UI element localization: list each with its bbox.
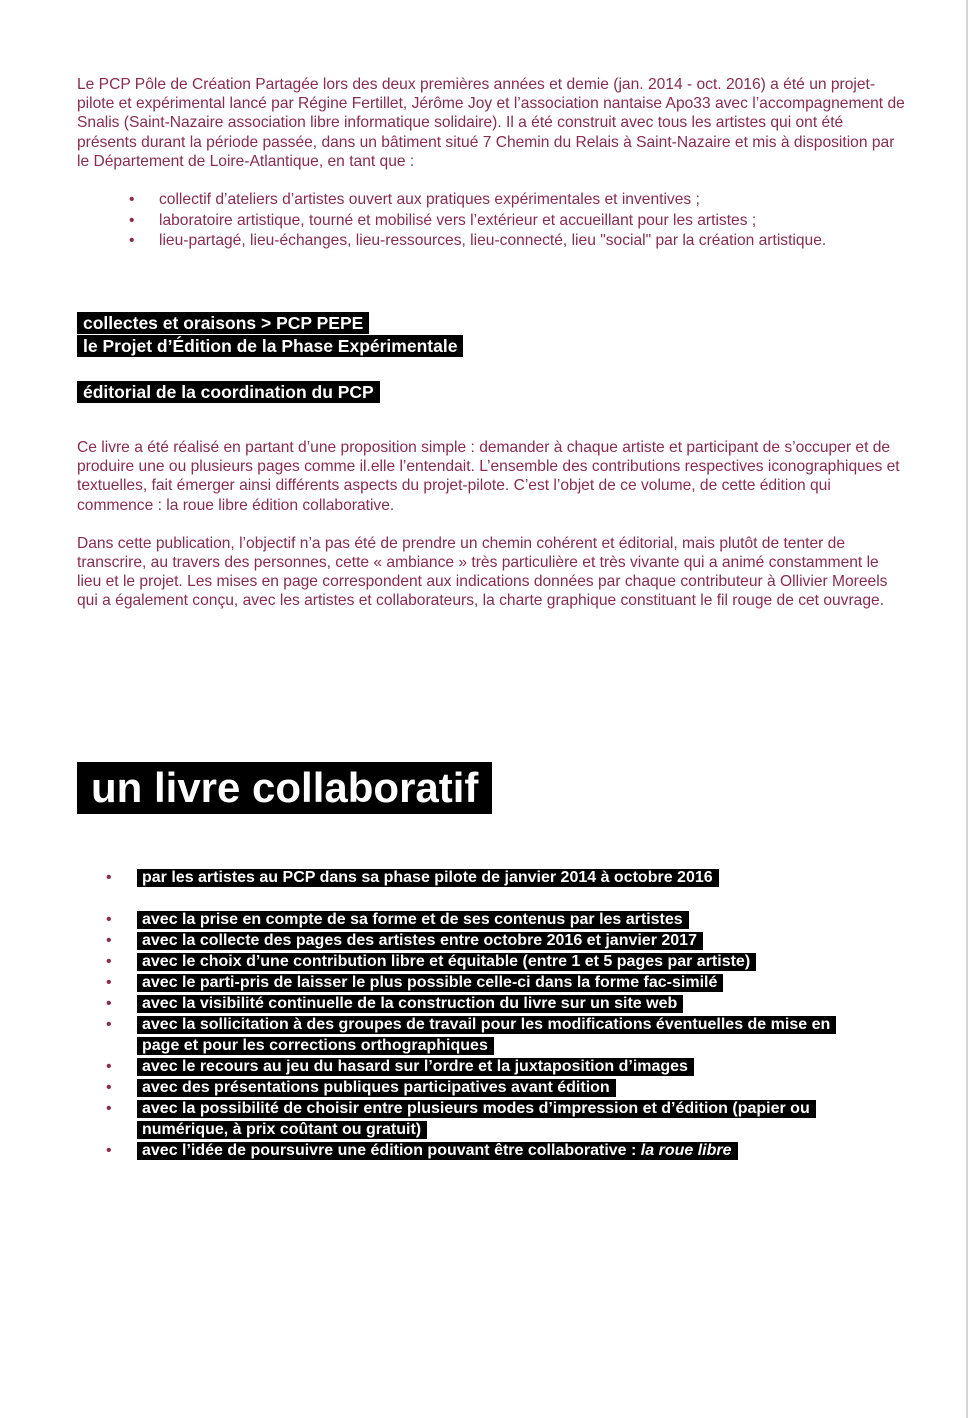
list-item-text: collectif d’ateliers d’artistes ouvert aux pratiques expérimentales et inventives ; — [159, 191, 700, 208]
heading-projet-edition: le Projet d’Édition de la Phase Expérimentale — [77, 335, 463, 357]
bullet-icon: • — [106, 932, 112, 949]
list-item — [106, 993, 866, 1014]
list-item-text: lieu-partagé, lieu-échanges, lieu-ressources, lieu-connecté, lieu "social" par la création artistique. — [159, 232, 827, 249]
heading-editorial: éditorial de la coordination du PCP — [77, 381, 380, 403]
list-item-text: avec la possibilité de choisir entre plusieurs modes d’impression et d’édition (papier ou numérique, à prix coûtant ou gratuit) — [137, 1100, 816, 1139]
bullet-icon: • — [106, 1079, 112, 1096]
la-roue-libre-italic: la roue libre — [640, 1142, 732, 1159]
bullet-icon: • — [106, 911, 112, 928]
bullet-icon: • — [106, 995, 112, 1012]
list-item-text: par les artistes au PCP dans sa phase pilote de janvier 2014 à octobre 2016 — [137, 869, 719, 887]
page-edge-divider — [966, 0, 968, 1418]
bullet-icon: • — [106, 974, 112, 991]
intro-bullet-list — [129, 190, 909, 252]
list-item — [106, 1098, 866, 1140]
bullet-icon: • — [106, 953, 112, 970]
list-item — [106, 867, 866, 888]
last-item-text: avec l’idée de poursuivre une édition pouvant être collaborative : — [142, 1142, 641, 1159]
bullet-icon: • — [106, 1142, 112, 1159]
section-headings — [77, 312, 463, 358]
list-item — [106, 1056, 866, 1077]
list-item — [106, 972, 866, 993]
editorial-body — [77, 438, 907, 630]
bullet-icon: • — [129, 232, 135, 249]
heading-collectes: collectes et oraisons > PCP PEPE — [77, 312, 369, 334]
intro-paragraph: Le PCP Pôle de Création Partagée lors des deux premières années et demie (jan. 2014 - oct. 2016) a été un projet-pilote et expérimental lancé par Régine Fertillet, Jérôme Joy et l’association nantaise Apo33 avec l’accompagnement de Snalis (Saint-Nazaire association libre informatique solidaire). Il a été construit avec tous les artistes qui ont été présents durant la période passée, dans un bâtiment situé 7 Chemin du Relais à Saint-Nazaire et mis à disposition par le Département de Loire-Atlantique, en tant que : — [77, 76, 905, 170]
list-item-text: avec des présentations publiques participatives avant édition — [137, 1079, 616, 1097]
bullet-icon: • — [129, 191, 135, 208]
editorial-paragraph-2: Dans cette publication, l’objectif n’a pas été de prendre un chemin cohérent et éditorial, mais plutôt de tenter de transcrire, au travers des personnes, cette « ambiance » très particulière et très vivante qui a animé constamment le lieu et le projet. Les mises en page correspondent aux indications données par chaque contributeur à Ollivier Moreels qui a également conçu, avec les artistes et collaborateurs, la charte graphique constituant le fil rouge de cet ouvrage. — [77, 534, 888, 610]
list-item-text: avec le choix d’une contribution libre et équitable (entre 1 et 5 pages par artiste) — [137, 953, 756, 971]
bullet-icon: • — [106, 1100, 112, 1117]
list-item-text: avec la sollicitation à des groupes de travail pour les modifications éventuelles de mise en page et pour les corrections orthographiques — [137, 1016, 836, 1055]
list-item-text: avec la collecte des pages des artistes entre octobre 2016 et janvier 2017 — [137, 932, 703, 950]
list-item — [106, 930, 866, 951]
list-item-text: avec le recours au jeu du hasard sur l’ordre et la juxtaposition d’images — [137, 1058, 694, 1076]
list-item-text: avec la prise en compte de sa forme et de ses contenus par les artistes — [137, 911, 689, 929]
list-item — [106, 909, 866, 930]
list-item-text: avec la visibilité continuelle de la construction du livre sur un site web — [137, 995, 683, 1013]
collab-title: un livre collaboratif — [77, 762, 492, 814]
intro-section — [77, 75, 907, 171]
list-item — [129, 190, 909, 211]
list-item — [106, 951, 866, 972]
bullet-icon: • — [129, 211, 135, 229]
collab-list — [106, 867, 866, 1161]
list-item-text: avec le parti-pris de laisser le plus possible celle-ci dans la forme fac-similé — [137, 974, 723, 992]
bullet-icon: • — [106, 869, 112, 886]
editorial-paragraph-1: Ce livre a été réalisé en partant d’une proposition simple : demander à chaque artiste et participant de s’occuper et de produire une ou plusieurs pages comme il.elle l’entendait. L’ensemble des contributions respectives iconographiques et textuelles, fait émerger ainsi différents aspects du projet-pilote. C’est l’objet de ce volume, de cette édition qui commence : la roue libre édition collaborative. — [77, 439, 900, 514]
list-item — [129, 211, 909, 232]
bullet-icon: • — [106, 1016, 112, 1033]
list-item — [129, 231, 909, 252]
list-item — [106, 1014, 866, 1056]
editorial-heading-wrap — [77, 381, 380, 403]
list-item-text-last — [137, 1142, 738, 1160]
list-item — [106, 1077, 866, 1098]
bullet-icon: • — [106, 1058, 112, 1075]
list-item — [106, 1140, 866, 1161]
list-item-text: laboratoire artistique, tourné et mobilisé vers l’extérieur et accueillant pour les artistes ; — [159, 211, 757, 229]
